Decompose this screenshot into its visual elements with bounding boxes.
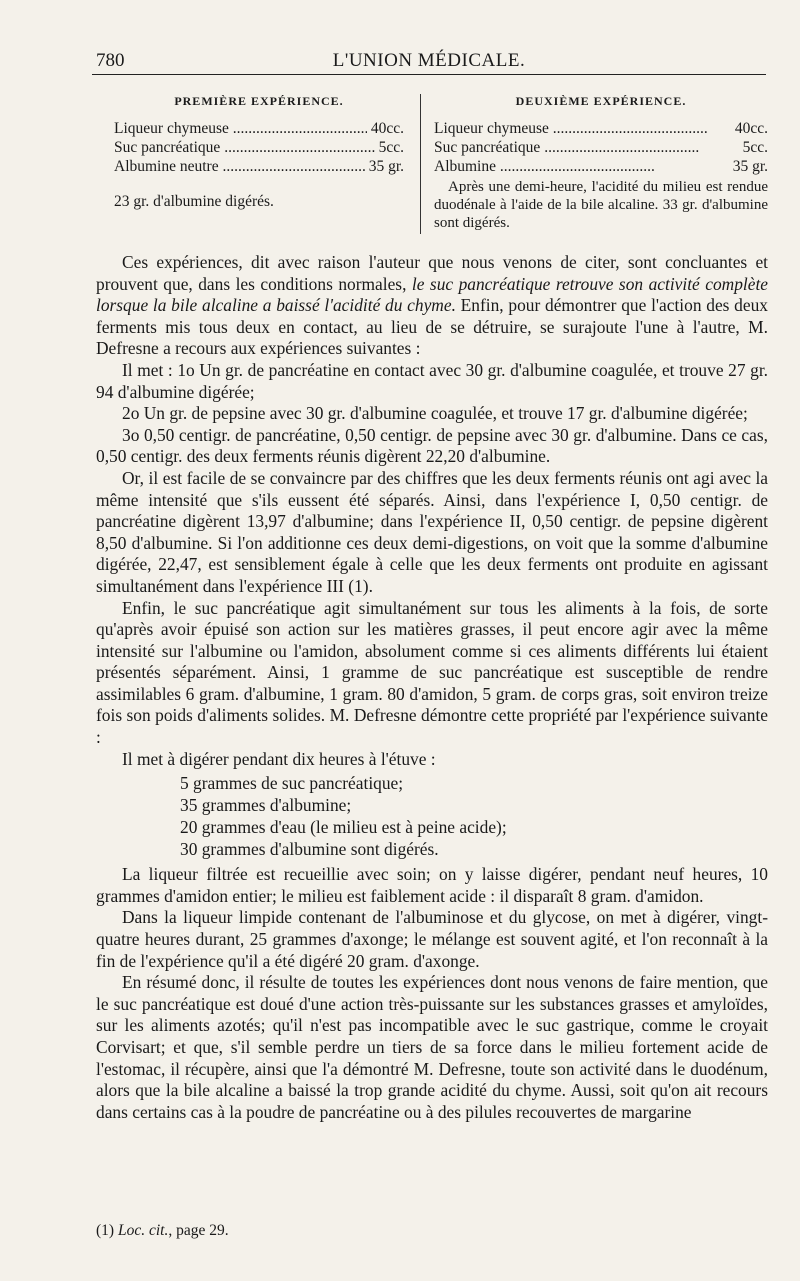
second-experiment-note: Après une demi-heure, l'acidité du milieu est rendue duodénale à l'aide de la bile alcaline. 33 gr. d'albumine sont digérés. xyxy=(434,179,768,231)
paragraph: La liqueur filtrée est recueillie avec soin; on y laisse digérer, pendant neuf heures, 10 grammes d'amidon entier; le milieu est faiblement acide : il disparaît 8 gram. d'amidon. xyxy=(96,864,768,906)
list-item: 5 grammes de suc pancréatique; xyxy=(180,773,404,794)
italic-conclusion: le suc pancréatique retrouve son activité complète lorsque la bile alcaline a baissé l'acidité du chyme. xyxy=(96,273,769,316)
paragraph: 2o Un gr. de pepsine avec 30 gr. d'albumine coagulée, et trouve 17 gr. d'albumine digérée; xyxy=(122,403,748,424)
exp-row: Suc pancréatique ..... 5cc. xyxy=(114,138,404,157)
paragraph: Enfin, le suc pancréatique agit simultanément sur tous les aliments à la fois, de sorte qu'après avoir épuisé son action sur les matières grasses, il peut encore agir avec la même intensité sur l'albumine ou l'amidon, absolument comme si ces aliments différents lui étaient présentés séparément. Ainsi, 1 gramme de suc pancréatique est susceptible de rendre assimilables 6 gram. d'albumine, 1 gram. 80 d'amidon, 5 gram. de corps gras, soit environ treize fois son poids d'aliments solides. M. Defresne démontre cette propriété par l'expérience suivante : xyxy=(96,597,768,748)
exp-row: Albumine ..... 35 gr. xyxy=(434,157,768,176)
journal-title: L'UNION MÉDICALE. xyxy=(332,50,526,71)
second-experiment-heading: DEUXIÈME EXPÉRIENCE. xyxy=(515,94,687,108)
list-item: 20 grammes d'eau (le milieu est à peine acide); xyxy=(180,817,507,838)
exp-row: Liqueur chymeuse ..... 40cc. xyxy=(434,119,768,138)
exp-row: Albumine neutre ..... 35 gr. xyxy=(114,157,404,176)
footnote: (1) Loc. cit., page 29. xyxy=(96,1222,229,1239)
exp-row: Liqueur chymeuse ..... 40cc. xyxy=(114,119,404,138)
paragraph: Dans la liqueur limpide contenant de l'albuminose et du glycose, on met à digérer, vingt-quatre heures durant, 25 grammes d'axonge; le mélange est souvent agité, et l'on reconnaît à la fin de l'expérience qu'il a été digéré 20 gram. d'axonge. xyxy=(96,907,768,971)
list-item: 30 grammes d'albumine sont digérés. xyxy=(180,839,439,860)
digestion-list xyxy=(180,772,768,860)
paragraph: Or, il est facile de se convaincre par des chiffres que les deux ferments réunis ont agi avec la même intensité que s'ils eussent été séparés. Ainsi, dans l'expérience I, 0,50 centigr. de pancréatine digèrent 13,97 d'albumine; dans l'expérience II, 0,50 centigr. de pepsine digèrent 8,50 d'albumine. Si l'on additionne ces deux demi-digestions, on voit que la somme d'albumine digérée, 22,47, est sensiblement égale à celle que les deux ferments ont produite en agissant simultanément dans l'expérience III (1). xyxy=(96,467,768,596)
page-number: 780 xyxy=(96,50,125,71)
paragraph: En résumé donc, il résulte de toutes les expériences dont nous venons de faire mention, que le suc pancréatique est doué d'une action très-puissante sur les substances grasses et amyloïdes, sur les aliments azotés; qu'il n'est pas incompatible avec le suc gastrique, comme le croyait Corvisart; et que, s'il semble perdre un tiers de sa force dans le milieu fortement acide de l'estomac, il récupère, ainsi que l'a démontré M. Defresne, toute son activité dans le duodénum, alors que la bile alcaline a baissé la trop grande acidité du chyme. Aussi, soit qu'on ait recours dans certains cas à la poudre de pancréatine ou à des pilules recouvertes de margarine xyxy=(96,972,768,1122)
paragraph: Ces expériences, dit avec raison l'auteur que nous venons de citer, sont concluantes et prouvent que, dans les conditions normales, le suc pancréatique retrouve son activité complète lorsque la bile alcaline a baissé l'acidité du chyme. Enfin, pour démontrer que l'action des deux ferments mis tous deux en contact, au lieu de se détruire, se surajoute l'une à l'autre, M. Defresne a recours aux expériences suivantes : xyxy=(96,252,769,359)
paragraph: Il met à digérer pendant dix heures à l'étuve : xyxy=(122,748,436,769)
paragraph: 3o 0,50 centigr. de pancréatine, 0,50 centigr. de pepsine avec 30 gr. d'albumine. Dans ce cas, 0,50 centigr. des deux ferments réunis digèrent 22,20 d'albumine. xyxy=(96,424,768,467)
list-item: 35 grammes d'albumine; xyxy=(180,795,352,816)
running-head xyxy=(92,44,766,75)
second-experiment xyxy=(434,92,768,232)
column-divider xyxy=(420,94,421,234)
paragraph: Il met : 1o Un gr. de pancréatine en contact avec 30 gr. d'albumine coagulée, et trouve 27 gr. 94 d'albumine digérée; xyxy=(96,359,768,402)
exp-row: Suc pancréatique ..... 5cc. xyxy=(434,138,768,157)
experiments-table xyxy=(114,92,768,240)
body-text xyxy=(96,252,768,1123)
first-experiment-result: 23 gr. d'albumine digérés. xyxy=(114,193,274,210)
first-experiment-heading: PREMIÈRE EXPÉRIENCE. xyxy=(174,94,344,108)
first-experiment xyxy=(114,92,404,211)
